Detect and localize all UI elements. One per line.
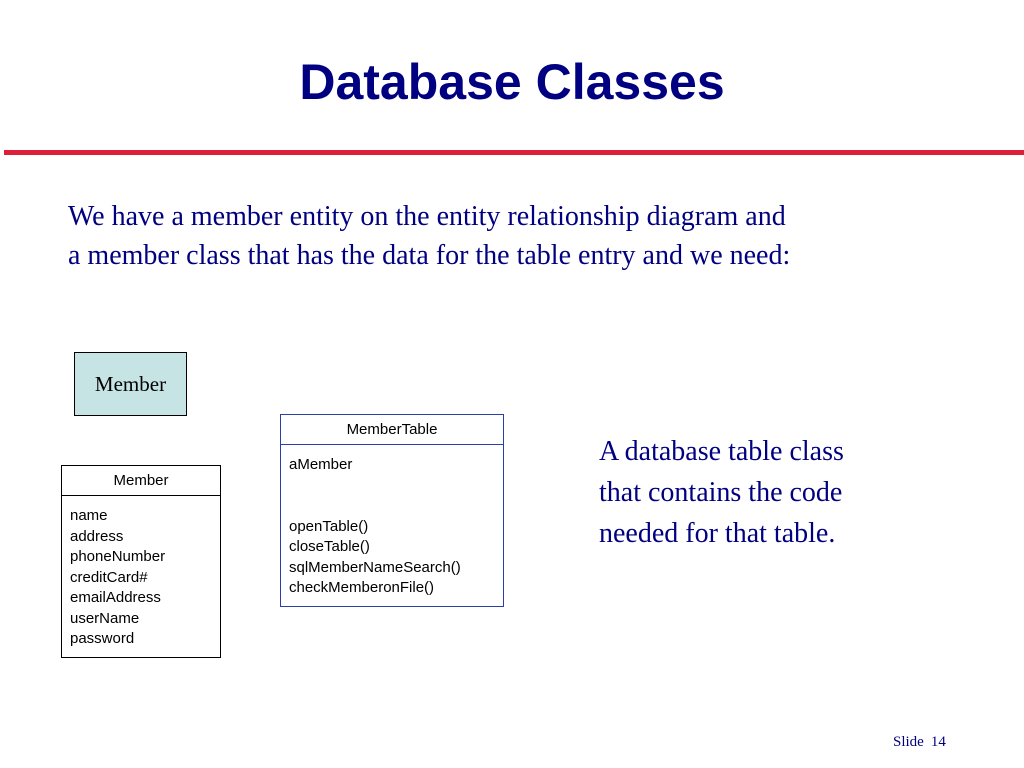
member-table-method: closeTable() <box>289 538 370 555</box>
member-table-class-diagram <box>280 414 504 607</box>
member-table-method: openTable() <box>289 517 369 535</box>
member-table-attribute: aMember <box>289 456 353 473</box>
member-attribute: password <box>70 630 135 647</box>
member-class-attributes <box>62 496 220 650</box>
slide-number-footer <box>893 734 946 751</box>
intro-line: a member class that has the data for the table entry and we need: <box>68 240 791 271</box>
member-attribute: userName <box>70 609 140 627</box>
member-table-method: checkMemberonFile() <box>289 579 435 596</box>
member-attribute: address <box>70 527 124 545</box>
member-class-name: Member <box>62 466 220 496</box>
slide-label: Slide <box>893 734 924 750</box>
member-attribute: creditCard# <box>70 568 148 586</box>
member-table-class-name: MemberTable <box>281 415 503 445</box>
member-attribute: emailAddress <box>70 589 161 606</box>
member-table-method: sqlMemberNameSearch() <box>289 558 461 576</box>
member-attribute: name <box>70 507 108 524</box>
description-line: A database table class <box>599 436 844 467</box>
member-attribute: phoneNumber <box>70 548 166 565</box>
member-entity-box: Member <box>74 352 187 416</box>
intro-text <box>68 197 968 275</box>
table-class-description <box>599 431 919 554</box>
member-table-class-body <box>281 445 503 599</box>
slide-number: 14 <box>930 734 946 750</box>
intro-line: We have a member entity on the entity relationship diagram and <box>68 201 786 232</box>
member-class-diagram <box>61 465 221 658</box>
description-line: that contains the code <box>599 477 843 508</box>
slide-title: Database Classes <box>299 54 725 110</box>
member-table-spacer <box>289 476 503 517</box>
description-line: needed for that table. <box>599 518 836 549</box>
title-divider <box>4 150 1024 155</box>
